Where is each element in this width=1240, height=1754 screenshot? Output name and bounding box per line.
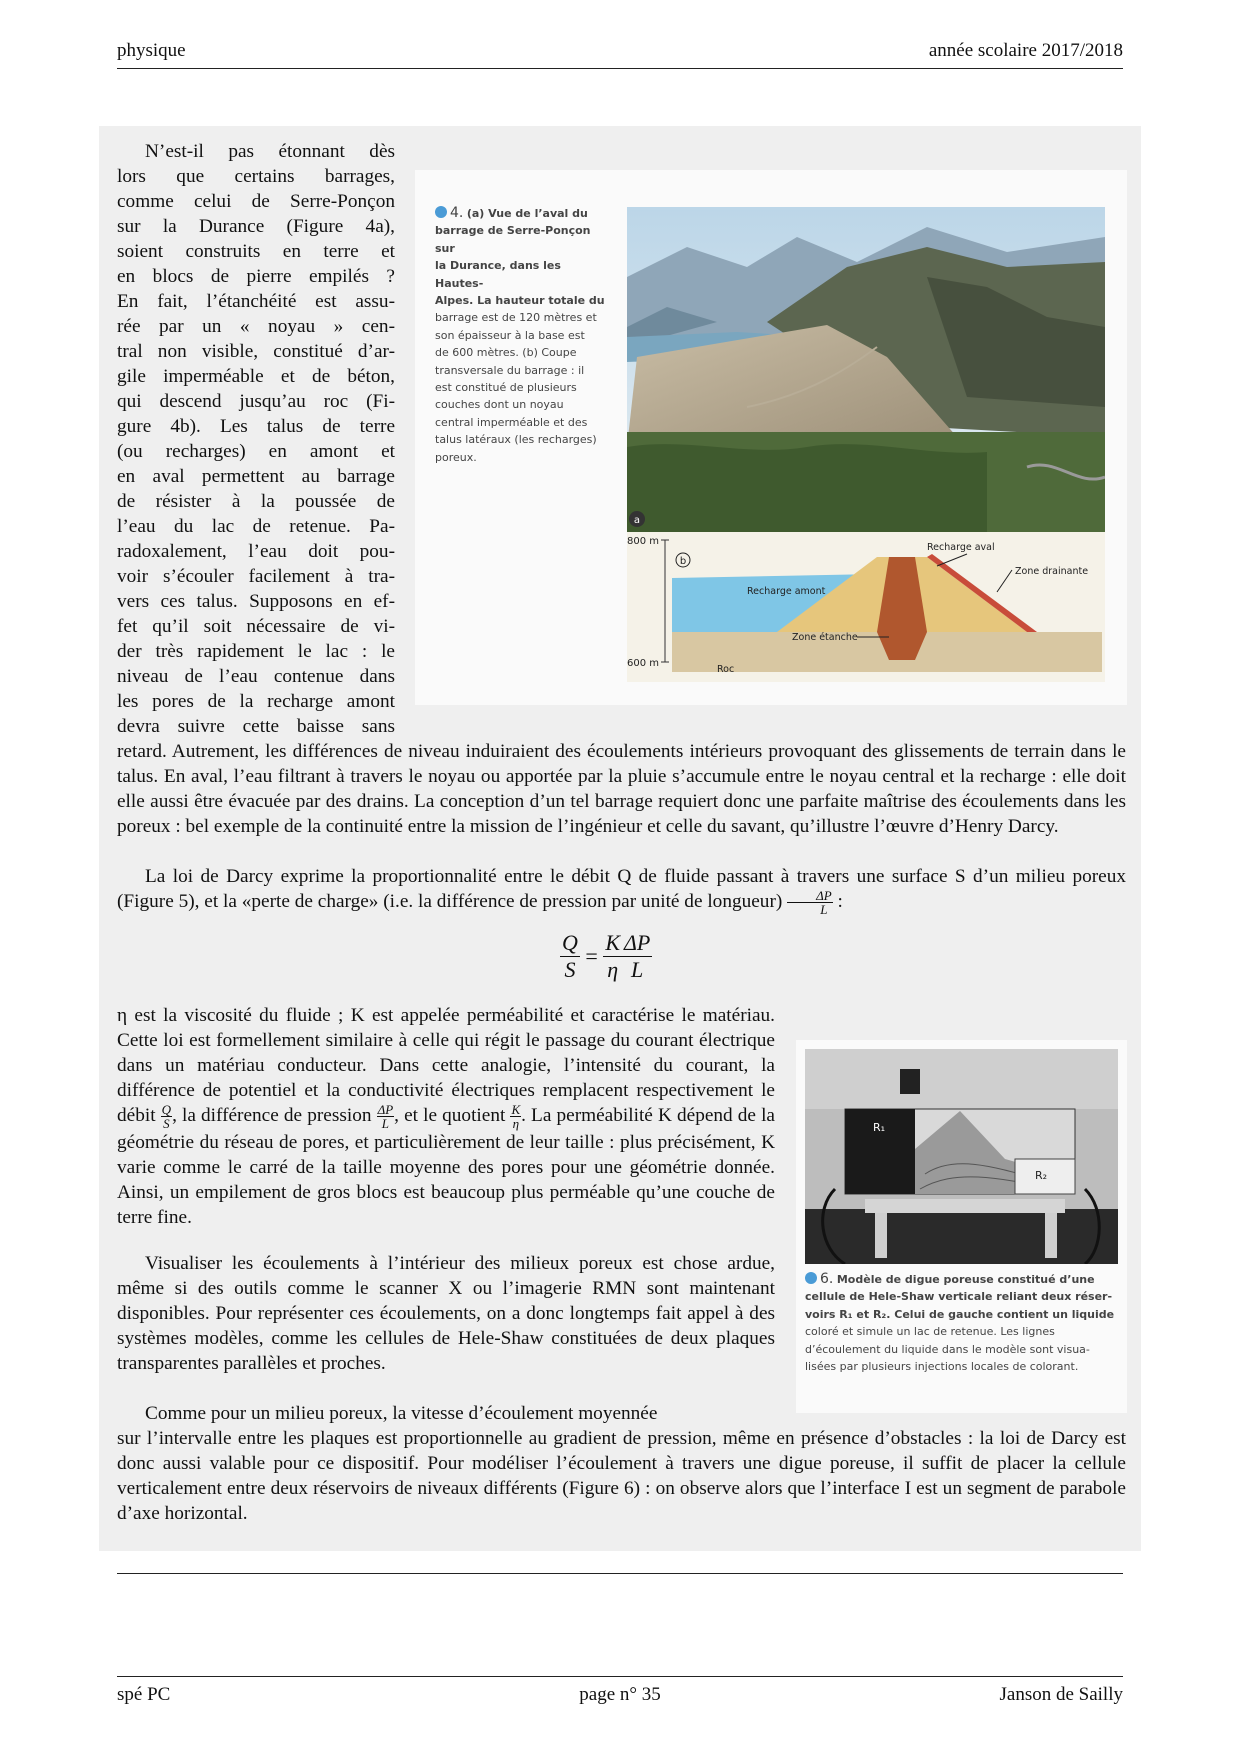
inline-fraction-dp-l: $\frac{\Delta P}{L}$	[787, 889, 833, 916]
paragraph-1-line: l’eau du lac de retenue. Pa-	[117, 516, 395, 537]
paragraph-1-line: tral non visible, constitué d’ar-	[117, 341, 395, 362]
figure-4b-zone-etanche: Zone étanche	[792, 632, 858, 643]
page-header	[117, 38, 1123, 69]
figure-4b-y600: 600 m	[627, 658, 660, 669]
figure-4-number: 4.	[450, 205, 464, 221]
figure-4b-zone-drainante: Zone drainante	[1015, 566, 1089, 577]
figure-4a-photo	[627, 207, 1105, 532]
figure-4-caption-line: est constitué de plusieurs	[435, 381, 577, 395]
paragraph-1-line: devra suivre cette baisse sans	[117, 716, 395, 737]
paragraph-3-c: , et le quotient	[394, 1105, 506, 1126]
figure-4b-recharge-aval: Recharge aval	[927, 542, 995, 553]
figure-4b-roc: Roc	[717, 664, 735, 675]
paragraph-3-b: , la différence de pression	[172, 1105, 372, 1126]
inline-fraction-q-s: $\frac{Q}{S}$	[161, 1102, 172, 1132]
paragraph-3-d: . La perméabilité K dépend de la géométrie du réseau de pores, et particulièrement de leur taille : plus précisément, K varie comme le carré de la taille moyenne des pores pour une géométrie donnée. Ainsi, un empilement de gros blocs est beaucoup plus perméable qu’une couche de terre fine.	[117, 1105, 775, 1229]
figure-4-caption-line: son épaisseur à la base est	[435, 328, 585, 342]
paragraph-1-line: soient construits en terre et	[117, 241, 395, 262]
figure-6-r1: R₁	[873, 1121, 886, 1134]
paragraph-1-wide	[117, 739, 1126, 839]
figure-6-caption	[805, 1271, 1123, 1375]
figure-6-caption-line: d’écoulement du liquide dans le modèle sont visua-	[805, 1342, 1090, 1356]
figure-4-caption-line: Alpes. La hauteur totale du	[435, 294, 605, 308]
equation-lhs: $\frac{Q}{S}$	[562, 930, 578, 982]
paragraph-1-line: comme celui de Serre-Ponçon	[117, 191, 395, 212]
paragraph-1-line: en blocs de pierre empilés ?	[117, 266, 395, 287]
paragraph-3-a: η est la viscosité du fluide ; K est appelée perméabilité et caractérise le matériau. Cette loi est formellement similaire à celle qui régit le passage du courant électrique dans un matériau conducteur. Dans cette analogie, l’intensité du courant, la différence de potentiel et la conductivité électriques remplacent respectivement le débit	[117, 1005, 775, 1126]
paragraph-1-line: gile imperméable et de béton,	[117, 366, 395, 387]
paragraph-1-line: voir s’écouler facilement à tra-	[117, 566, 395, 587]
figure-6-caption-line: lisées par plusieurs injections locales de colorant.	[805, 1360, 1079, 1374]
figure-6-photo	[805, 1049, 1118, 1264]
equation-dp-l: $\frac{\Delta P}{L}$	[624, 930, 651, 982]
paragraph-1-line: lors que certains barrages,	[117, 166, 395, 187]
figure-4b-y800: 800 m	[627, 536, 660, 547]
equation-k-eta: $\frac{K}{\eta}$	[605, 930, 620, 982]
paragraph-1-line: les pores de la recharge amont	[117, 691, 395, 712]
paragraph-2-text: La loi de Darcy exprime la proportionnalité entre le débit Q de fluide passant à travers une surface S d’un milieu poreux (Figure 5), et la «perte de charge» (i.e. la différence de pression par unité de longueur)	[117, 866, 1126, 912]
figure-6-r2: R₂	[1035, 1169, 1048, 1182]
paragraph-1-line: sur la Durance (Figure 4a),	[117, 216, 395, 237]
paragraph-1-continuation: retard. Autrement, les différences de niveau induiraient des écoulements intérieurs provoquant des glissements de terrain dans le talus. En aval, l’eau filtrant à travers le noyau ou apportée par la pluie s’accumule entre le noyau central et la recharge : elle doit elle aussi être évacuée par des drains. La conception d’un tel barrage requiert donc une parfaite maîtrise des écoulements dans les poreux : bel exemple de la continuité entre la mission de l’ingénieur et celle du savant, qu’illustre l’œuvre d’Henry Darcy.	[117, 741, 1126, 837]
figure-4-caption-line: de 600 mètres. (b) Coupe	[435, 346, 577, 360]
paragraph-2: La loi de Darcy exprime la proportionnalité entre le débit Q de fluide passant à travers une surface S d’un milieu poreux (Figure 5), et la «perte de charge» (i.e. la différence de pression par unité de longueur) $\frac{\Delta P}{L}$ :	[117, 866, 1126, 918]
figure-bullet-icon	[805, 1272, 817, 1284]
figure-4-caption-line: transversale du barrage : il	[435, 363, 585, 377]
paragraph-4	[117, 1251, 775, 1376]
figure-4-caption-line: barrage est de 120 mètres et	[435, 311, 597, 325]
figure-4b-diagram	[627, 532, 1105, 682]
paragraph-1-line: En fait, l’étanchéité est assu-	[117, 291, 395, 312]
figure-4-caption-line: la Durance, dans les Hautes-	[435, 259, 561, 290]
paragraph-1-line: qui descend jusqu’au roc (Fi-	[117, 391, 395, 412]
paragraph-1-narrow	[117, 139, 395, 739]
header-year: année scolaire 2017/2018	[928, 40, 1123, 61]
figure-4-caption	[435, 205, 613, 466]
footer-right: Janson de Sailly	[999, 1684, 1123, 1705]
footer-page: page n° 35	[579, 1684, 661, 1705]
figure-4b-label: b	[679, 556, 687, 567]
figure-4-caption-line: talus latéraux (les recharges)	[435, 433, 597, 447]
figure-4-caption-line: poreux.	[435, 450, 477, 464]
paragraph-1-line: (ou recharges) en amont et	[117, 441, 395, 462]
paragraph-5-first: Comme pour un milieu poreux, la vitesse d’écoulement moyennée	[145, 1403, 658, 1424]
figure-4b-recharge-amont: Recharge amont	[747, 586, 826, 597]
footer-left: spé PC	[117, 1684, 171, 1705]
paragraph-1-line: der très rapidement le lac : le	[117, 641, 395, 662]
figure-4-caption-line: couches dont un noyau	[435, 398, 564, 412]
figure-6-caption-line: voirs R₁ et R₂. Celui de gauche contient un liquide	[805, 1307, 1115, 1321]
paragraph-1-line: gure 4b). Les talus de terre	[117, 416, 395, 437]
paragraph-4-text: Visualiser les écoulements à l’intérieur des milieux poreux est chose ardue, même si des outils comme le scanner X ou l’imagerie RMN sont maintenant disponibles. Pour représenter ces écoulements, on a donc longtemps fait appel à des systèmes modèles, comme les cellules de Hele-Shaw constituées de deux plaques transparentes parallèles et proches.	[117, 1253, 775, 1374]
figure-6-caption-line: Modèle de digue poreuse constitué d’une	[836, 1273, 1095, 1286]
paragraph-1-line: rée par un « noyau » cen-	[117, 316, 395, 337]
darcy-equation	[560, 930, 690, 994]
figure-4a-label: a	[633, 515, 641, 526]
figure-4	[415, 170, 1127, 705]
figure-6-caption-line: coloré et simule un lac de retenue. Les lignes	[805, 1325, 1055, 1339]
paragraph-1-line: fet qu’il soit nécessaire de vi-	[117, 616, 395, 637]
paragraph-1-line: de résister à la poussée de	[117, 491, 395, 512]
figure-4-caption-line: central imperméable et des	[435, 415, 588, 429]
figure-6-caption-line: cellule de Hele-Shaw verticale reliant deux réser-	[805, 1290, 1113, 1304]
paragraph-1-line: en aval permettent au barrage	[117, 466, 395, 487]
figure-6	[796, 1040, 1127, 1413]
paragraph-1-line: vers ces talus. Supposons en ef-	[117, 591, 395, 612]
paragraph-1-line: N’est-il pas étonnant dès	[145, 141, 395, 162]
paragraph-1-line: radoxalement, l’eau doit pou-	[117, 541, 395, 562]
footer-rule	[117, 1676, 1123, 1677]
figure-4-caption-line: barrage de Serre-Ponçon sur	[435, 224, 591, 255]
equation-equals: =	[585, 943, 598, 969]
paragraph-5	[117, 1401, 1126, 1526]
figure-6-number: 6.	[820, 1271, 834, 1287]
figure-bullet-icon	[435, 206, 447, 218]
bottom-rule	[117, 1573, 1123, 1574]
inline-fraction-k-eta: $\frac{K}{\eta}$	[511, 1102, 521, 1132]
header-subject: physique	[117, 40, 186, 61]
paragraph-1-line: niveau de l’eau contenue dans	[117, 666, 395, 687]
paragraph-3	[117, 1003, 775, 1230]
paragraph-5-rest: sur l’intervalle entre les plaques est proportionnelle au gradient de pression, même en présence d’obstacles : la loi de Darcy est donc aussi valable pour ce dispositif. Pour modéliser l’écoulement à travers une digue poreuse, il suffit de placer la cellule verticalement entre deux réservoirs de niveaux différents (Figure 6) : on observe alors que l’interface I est un segment de parabole d’axe horizontal.	[117, 1428, 1126, 1524]
figure-4-caption-line: (a) Vue de l’aval du	[466, 207, 588, 220]
inline-fraction-dp-l-2: $\frac{\Delta P}{L}$	[377, 1102, 394, 1132]
